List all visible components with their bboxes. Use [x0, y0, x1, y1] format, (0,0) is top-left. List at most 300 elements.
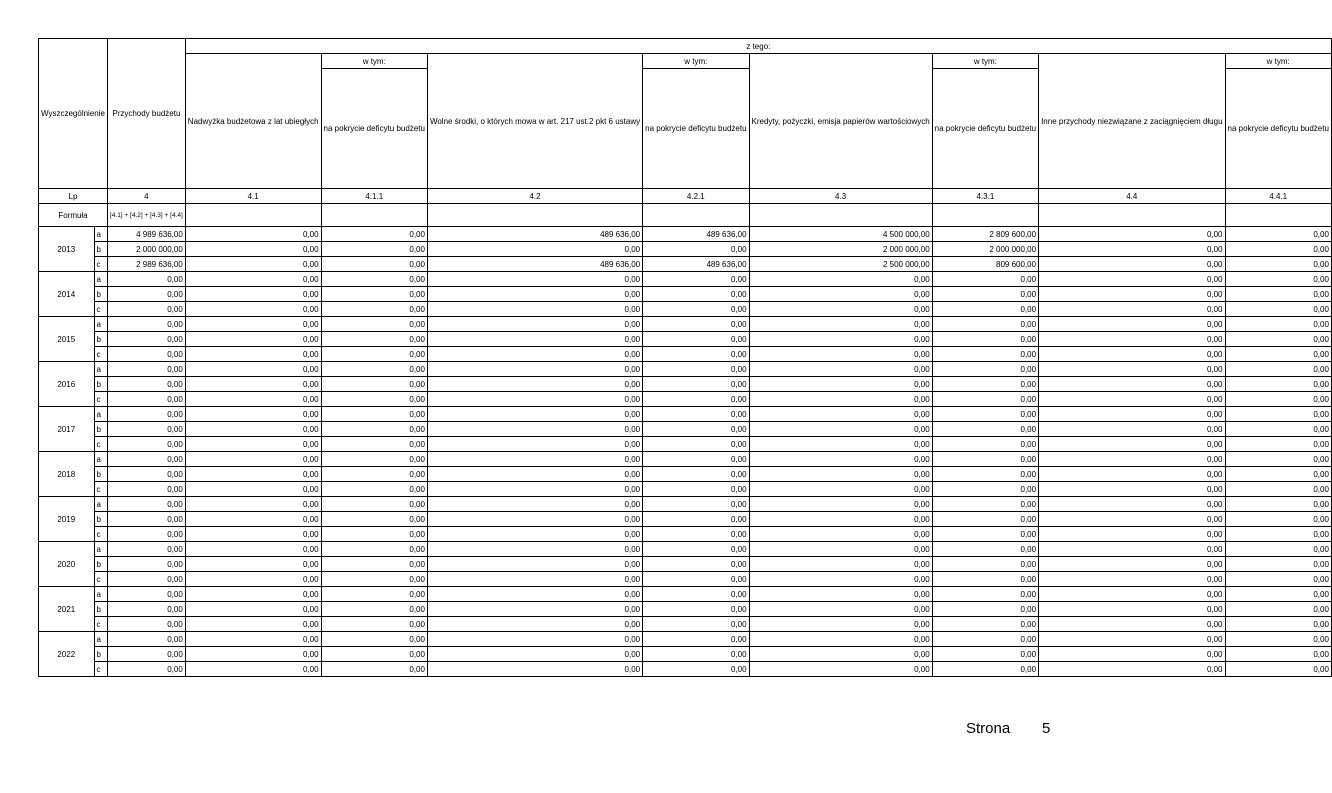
lp-label: Lp — [39, 189, 108, 204]
value-cell: 0,00 — [185, 422, 321, 437]
header-wolne-srodki: Wolne środki, o których mowa w art. 217 ust.2 pkt 6 ustawy — [427, 54, 642, 189]
value-cell: 0,00 — [427, 362, 642, 377]
value-cell: 0,00 — [749, 377, 932, 392]
value-cell: 0,00 — [321, 347, 427, 362]
budget-revenue-table — [38, 38, 1332, 677]
value-cell: 0,00 — [749, 407, 932, 422]
header-w-tym: w tym: — [643, 54, 749, 69]
row-letter: b — [94, 287, 107, 302]
value-cell: 0,00 — [1039, 332, 1225, 347]
value-cell: 0,00 — [427, 317, 642, 332]
lp-cell: 4 — [107, 189, 185, 204]
value-cell: 0,00 — [107, 422, 185, 437]
value-cell: 0,00 — [107, 317, 185, 332]
value-cell: 0,00 — [1039, 377, 1225, 392]
value-cell: 0,00 — [643, 662, 749, 677]
value-cell: 0,00 — [1225, 287, 1331, 302]
value-cell: 0,00 — [185, 572, 321, 587]
value-cell: 0,00 — [321, 332, 427, 347]
value-cell: 0,00 — [321, 662, 427, 677]
row-letter: c — [94, 482, 107, 497]
value-cell: 0,00 — [185, 317, 321, 332]
value-cell: 0,00 — [321, 287, 427, 302]
value-cell: 0,00 — [185, 452, 321, 467]
year-cell: 2018 — [39, 452, 95, 497]
value-cell: 0,00 — [749, 527, 932, 542]
value-cell: 2 809 600,00 — [932, 227, 1038, 242]
value-cell: 0,00 — [1225, 437, 1331, 452]
value-cell: 0,00 — [1225, 317, 1331, 332]
value-cell: 0,00 — [321, 257, 427, 272]
row-letter: b — [94, 557, 107, 572]
lp-cell: 4.4 — [1039, 189, 1225, 204]
value-cell: 0,00 — [1225, 662, 1331, 677]
table-row — [39, 287, 1332, 302]
row-letter: a — [94, 227, 107, 242]
row-letter: a — [94, 317, 107, 332]
value-cell: 0,00 — [107, 542, 185, 557]
value-cell: 0,00 — [1225, 542, 1331, 557]
year-cell: 2016 — [39, 362, 95, 407]
formula-text: [4.1] + [4.2] + [4.3] + [4.4] — [107, 204, 185, 227]
value-cell: 0,00 — [749, 362, 932, 377]
value-cell: 0,00 — [1039, 257, 1225, 272]
value-cell: 0,00 — [932, 422, 1038, 437]
value-cell: 0,00 — [1039, 482, 1225, 497]
year-cell: 2019 — [39, 497, 95, 542]
value-cell: 0,00 — [932, 362, 1038, 377]
table-row — [39, 242, 1332, 257]
value-cell: 0,00 — [185, 227, 321, 242]
value-cell: 489 636,00 — [643, 257, 749, 272]
value-cell: 0,00 — [427, 242, 642, 257]
value-cell: 0,00 — [427, 527, 642, 542]
value-cell: 0,00 — [321, 542, 427, 557]
row-letter: a — [94, 407, 107, 422]
value-cell: 0,00 — [1225, 242, 1331, 257]
value-cell: 0,00 — [1039, 587, 1225, 602]
value-cell: 0,00 — [321, 587, 427, 602]
table-row — [39, 362, 1332, 377]
value-cell: 0,00 — [643, 272, 749, 287]
value-cell: 0,00 — [321, 272, 427, 287]
value-cell: 0,00 — [749, 467, 932, 482]
formula-row — [39, 204, 1332, 227]
value-cell: 0,00 — [1039, 452, 1225, 467]
value-cell: 0,00 — [321, 437, 427, 452]
value-cell: 0,00 — [1225, 347, 1331, 362]
value-cell: 0,00 — [932, 287, 1038, 302]
value-cell: 0,00 — [1225, 572, 1331, 587]
value-cell: 0,00 — [185, 497, 321, 512]
row-letter: c — [94, 302, 107, 317]
value-cell: 0,00 — [643, 242, 749, 257]
value-cell: 0,00 — [427, 497, 642, 512]
value-cell: 0,00 — [107, 467, 185, 482]
value-cell: 0,00 — [427, 512, 642, 527]
value-cell: 0,00 — [643, 617, 749, 632]
value-cell: 0,00 — [321, 497, 427, 512]
value-cell: 2 000 000,00 — [932, 242, 1038, 257]
value-cell: 0,00 — [643, 362, 749, 377]
header-nadwyzka: Nadwyżka budżetowa z lat ubiegłych — [185, 54, 321, 189]
value-cell: 0,00 — [1039, 302, 1225, 317]
value-cell: 0,00 — [749, 602, 932, 617]
value-cell: 0,00 — [107, 632, 185, 647]
header-na-pokrycie: na pokrycie deficytu budżetu — [643, 69, 749, 189]
value-cell: 0,00 — [749, 662, 932, 677]
value-cell: 0,00 — [321, 317, 427, 332]
row-letter: b — [94, 422, 107, 437]
value-cell: 0,00 — [749, 632, 932, 647]
value-cell: 0,00 — [1039, 272, 1225, 287]
value-cell: 0,00 — [1225, 617, 1331, 632]
value-cell: 0,00 — [643, 302, 749, 317]
value-cell: 0,00 — [1039, 467, 1225, 482]
lp-cell: 4.2.1 — [643, 189, 749, 204]
value-cell: 0,00 — [1039, 527, 1225, 542]
value-cell: 0,00 — [321, 302, 427, 317]
table-row — [39, 392, 1332, 407]
value-cell: 0,00 — [107, 332, 185, 347]
value-cell: 0,00 — [427, 302, 642, 317]
value-cell: 0,00 — [321, 482, 427, 497]
value-cell: 0,00 — [643, 632, 749, 647]
table-row — [39, 602, 1332, 617]
row-letter: a — [94, 632, 107, 647]
row-letter: b — [94, 647, 107, 662]
table-row — [39, 647, 1332, 662]
table-row — [39, 617, 1332, 632]
row-letter: c — [94, 572, 107, 587]
value-cell: 0,00 — [185, 587, 321, 602]
value-cell: 0,00 — [1039, 572, 1225, 587]
value-cell: 0,00 — [749, 332, 932, 347]
value-cell: 0,00 — [185, 467, 321, 482]
value-cell: 0,00 — [643, 287, 749, 302]
value-cell: 0,00 — [1225, 632, 1331, 647]
value-cell: 0,00 — [1225, 272, 1331, 287]
value-cell: 0,00 — [321, 617, 427, 632]
header-na-pokrycie: na pokrycie deficytu budżetu — [1225, 69, 1331, 189]
row-letter: c — [94, 347, 107, 362]
value-cell: 0,00 — [932, 647, 1038, 662]
value-cell: 0,00 — [427, 272, 642, 287]
value-cell: 0,00 — [427, 602, 642, 617]
table-row — [39, 572, 1332, 587]
row-letter: a — [94, 542, 107, 557]
value-cell: 0,00 — [643, 587, 749, 602]
value-cell: 0,00 — [749, 392, 932, 407]
table-row — [39, 317, 1332, 332]
table-row — [39, 302, 1332, 317]
value-cell: 0,00 — [749, 347, 932, 362]
value-cell: 0,00 — [1225, 557, 1331, 572]
header-na-pokrycie: na pokrycie deficytu budżetu — [321, 69, 427, 189]
value-cell: 0,00 — [932, 617, 1038, 632]
header-kredyty: Kredyty, pożyczki, emisja papierów wartościowych — [749, 54, 932, 189]
value-cell: 0,00 — [1225, 302, 1331, 317]
value-cell: 0,00 — [749, 287, 932, 302]
value-cell: 0,00 — [185, 392, 321, 407]
value-cell: 0,00 — [932, 557, 1038, 572]
value-cell: 0,00 — [321, 362, 427, 377]
header-w-tym: w tym: — [1225, 54, 1331, 69]
value-cell: 0,00 — [643, 332, 749, 347]
value-cell: 4 989 636,00 — [107, 227, 185, 242]
value-cell: 0,00 — [1225, 647, 1331, 662]
value-cell: 0,00 — [643, 407, 749, 422]
value-cell: 489 636,00 — [643, 227, 749, 242]
row-letter: c — [94, 527, 107, 542]
row-letter: b — [94, 377, 107, 392]
header-w-tym: w tym: — [321, 54, 427, 69]
value-cell: 0,00 — [1039, 347, 1225, 362]
row-letter: b — [94, 242, 107, 257]
header-inne: Inne przychody niezwiązane z zaciągnięciem długu — [1039, 54, 1225, 189]
table-row — [39, 452, 1332, 467]
table-row — [39, 512, 1332, 527]
value-cell: 0,00 — [1039, 602, 1225, 617]
year-cell: 2021 — [39, 587, 95, 632]
value-cell: 0,00 — [427, 662, 642, 677]
value-cell: 0,00 — [932, 632, 1038, 647]
value-cell: 0,00 — [427, 542, 642, 557]
value-cell: 0,00 — [1225, 422, 1331, 437]
value-cell: 0,00 — [185, 542, 321, 557]
row-letter: a — [94, 272, 107, 287]
value-cell: 0,00 — [643, 572, 749, 587]
value-cell: 0,00 — [1039, 227, 1225, 242]
value-cell: 2 000 000,00 — [107, 242, 185, 257]
value-cell: 0,00 — [427, 647, 642, 662]
row-letter: c — [94, 392, 107, 407]
value-cell: 0,00 — [427, 617, 642, 632]
formula-label: Formuła — [39, 204, 108, 227]
value-cell: 0,00 — [643, 497, 749, 512]
value-cell: 0,00 — [321, 227, 427, 242]
year-cell: 2022 — [39, 632, 95, 677]
value-cell: 0,00 — [1039, 662, 1225, 677]
value-cell: 809 600,00 — [932, 257, 1038, 272]
header-przychody: Przychody budżetu — [107, 39, 185, 189]
value-cell: 0,00 — [749, 272, 932, 287]
value-cell: 0,00 — [932, 377, 1038, 392]
value-cell: 0,00 — [1225, 377, 1331, 392]
year-cell: 2013 — [39, 227, 95, 272]
value-cell: 0,00 — [1039, 557, 1225, 572]
value-cell: 0,00 — [1225, 392, 1331, 407]
value-cell: 0,00 — [107, 602, 185, 617]
value-cell: 0,00 — [1039, 242, 1225, 257]
value-cell: 0,00 — [321, 377, 427, 392]
value-cell: 0,00 — [185, 242, 321, 257]
value-cell: 0,00 — [185, 662, 321, 677]
table-row — [39, 332, 1332, 347]
value-cell: 0,00 — [321, 452, 427, 467]
header-z-tego: z tego: — [185, 39, 1331, 54]
value-cell: 0,00 — [643, 452, 749, 467]
value-cell: 0,00 — [107, 482, 185, 497]
row-letter: a — [94, 497, 107, 512]
value-cell: 0,00 — [321, 632, 427, 647]
lp-cell: 4.1.1 — [321, 189, 427, 204]
value-cell: 0,00 — [321, 647, 427, 662]
value-cell: 0,00 — [1225, 452, 1331, 467]
value-cell: 0,00 — [749, 647, 932, 662]
value-cell: 0,00 — [932, 437, 1038, 452]
value-cell: 0,00 — [643, 512, 749, 527]
value-cell: 0,00 — [427, 557, 642, 572]
value-cell: 0,00 — [1039, 632, 1225, 647]
value-cell: 0,00 — [932, 392, 1038, 407]
value-cell: 0,00 — [107, 512, 185, 527]
lp-cell: 4.2 — [427, 189, 642, 204]
value-cell: 0,00 — [321, 467, 427, 482]
value-cell: 0,00 — [107, 497, 185, 512]
value-cell: 0,00 — [1225, 527, 1331, 542]
value-cell: 0,00 — [932, 527, 1038, 542]
table-row — [39, 467, 1332, 482]
value-cell: 0,00 — [1039, 542, 1225, 557]
value-cell: 0,00 — [427, 287, 642, 302]
value-cell: 0,00 — [107, 362, 185, 377]
value-cell: 0,00 — [932, 467, 1038, 482]
value-cell: 0,00 — [185, 407, 321, 422]
value-cell: 0,00 — [932, 407, 1038, 422]
value-cell: 0,00 — [185, 377, 321, 392]
year-cell: 2017 — [39, 407, 95, 452]
table-row — [39, 377, 1332, 392]
lp-cell: 4.3.1 — [932, 189, 1038, 204]
lp-cell: 4.3 — [749, 189, 932, 204]
value-cell: 0,00 — [749, 572, 932, 587]
value-cell: 0,00 — [107, 662, 185, 677]
value-cell: 489 636,00 — [427, 227, 642, 242]
value-cell: 0,00 — [932, 332, 1038, 347]
value-cell: 0,00 — [932, 497, 1038, 512]
value-cell: 0,00 — [749, 542, 932, 557]
value-cell: 0,00 — [643, 347, 749, 362]
value-cell: 0,00 — [1039, 512, 1225, 527]
value-cell: 0,00 — [107, 287, 185, 302]
table-row — [39, 632, 1332, 647]
value-cell: 0,00 — [185, 287, 321, 302]
header-na-pokrycie: na pokrycie deficytu budżetu — [932, 69, 1038, 189]
value-cell: 0,00 — [427, 332, 642, 347]
value-cell: 0,00 — [1225, 227, 1331, 242]
value-cell: 0,00 — [107, 377, 185, 392]
table-row — [39, 527, 1332, 542]
value-cell: 0,00 — [643, 542, 749, 557]
value-cell: 0,00 — [427, 437, 642, 452]
value-cell: 0,00 — [107, 572, 185, 587]
value-cell: 0,00 — [932, 542, 1038, 557]
row-letter: b — [94, 512, 107, 527]
value-cell: 0,00 — [185, 362, 321, 377]
value-cell: 0,00 — [1225, 407, 1331, 422]
value-cell: 0,00 — [1225, 512, 1331, 527]
value-cell: 0,00 — [427, 377, 642, 392]
value-cell: 0,00 — [107, 392, 185, 407]
row-letter: a — [94, 362, 107, 377]
value-cell: 0,00 — [932, 482, 1038, 497]
value-cell: 0,00 — [107, 347, 185, 362]
table-row — [39, 227, 1332, 242]
value-cell: 0,00 — [427, 407, 642, 422]
value-cell: 0,00 — [185, 617, 321, 632]
value-cell: 0,00 — [427, 347, 642, 362]
value-cell: 0,00 — [427, 392, 642, 407]
value-cell: 0,00 — [321, 407, 427, 422]
footer-page-label: Strona — [966, 720, 1011, 737]
year-cell: 2020 — [39, 542, 95, 587]
row-letter: b — [94, 602, 107, 617]
lp-row — [39, 189, 1332, 204]
value-cell: 0,00 — [749, 452, 932, 467]
value-cell: 0,00 — [427, 482, 642, 497]
value-cell: 0,00 — [321, 602, 427, 617]
table-row — [39, 587, 1332, 602]
value-cell: 4 500 000,00 — [749, 227, 932, 242]
value-cell: 0,00 — [1039, 407, 1225, 422]
value-cell: 0,00 — [107, 587, 185, 602]
value-cell: 0,00 — [185, 332, 321, 347]
value-cell: 0,00 — [1039, 287, 1225, 302]
value-cell: 0,00 — [427, 452, 642, 467]
row-letter: c — [94, 662, 107, 677]
value-cell: 0,00 — [427, 422, 642, 437]
table-row — [39, 407, 1332, 422]
value-cell: 0,00 — [1225, 497, 1331, 512]
value-cell: 0,00 — [643, 437, 749, 452]
value-cell: 0,00 — [107, 617, 185, 632]
value-cell: 0,00 — [749, 617, 932, 632]
value-cell: 0,00 — [932, 602, 1038, 617]
value-cell: 0,00 — [749, 557, 932, 572]
value-cell: 0,00 — [1039, 362, 1225, 377]
row-letter: a — [94, 587, 107, 602]
value-cell: 0,00 — [749, 422, 932, 437]
value-cell: 0,00 — [749, 482, 932, 497]
value-cell: 0,00 — [427, 572, 642, 587]
value-cell: 0,00 — [643, 317, 749, 332]
value-cell: 0,00 — [185, 437, 321, 452]
value-cell: 0,00 — [749, 317, 932, 332]
value-cell: 0,00 — [107, 407, 185, 422]
value-cell: 0,00 — [321, 512, 427, 527]
value-cell: 0,00 — [932, 662, 1038, 677]
value-cell: 0,00 — [185, 527, 321, 542]
value-cell: 0,00 — [643, 602, 749, 617]
value-cell: 0,00 — [427, 632, 642, 647]
table-row — [39, 437, 1332, 452]
value-cell: 0,00 — [321, 242, 427, 257]
value-cell: 0,00 — [932, 317, 1038, 332]
value-cell: 0,00 — [749, 512, 932, 527]
value-cell: 0,00 — [643, 467, 749, 482]
value-cell: 0,00 — [932, 587, 1038, 602]
value-cell: 0,00 — [185, 632, 321, 647]
value-cell: 0,00 — [107, 437, 185, 452]
value-cell: 0,00 — [1225, 482, 1331, 497]
value-cell: 0,00 — [321, 557, 427, 572]
value-cell: 0,00 — [1039, 497, 1225, 512]
value-cell: 0,00 — [932, 272, 1038, 287]
value-cell: 0,00 — [321, 572, 427, 587]
value-cell: 0,00 — [932, 572, 1038, 587]
value-cell: 0,00 — [1225, 362, 1331, 377]
